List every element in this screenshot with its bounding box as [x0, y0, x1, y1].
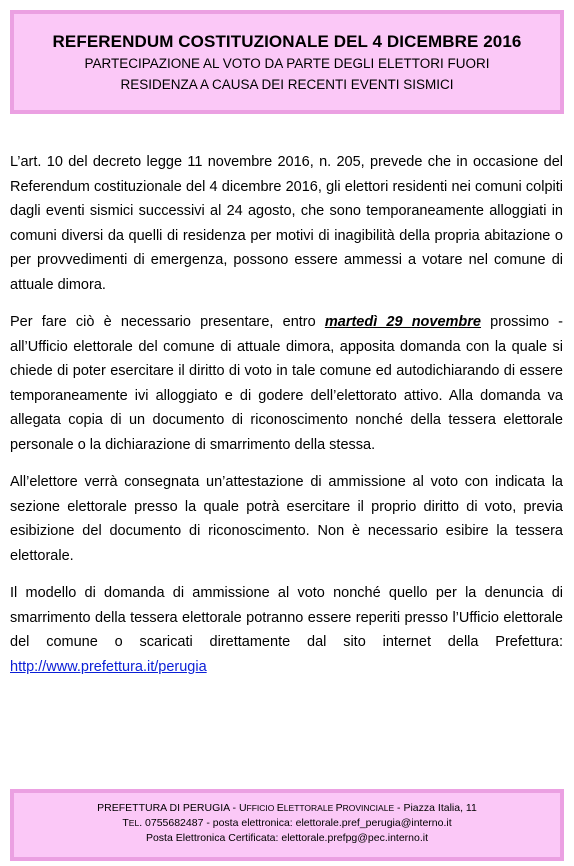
paragraph-2: [10, 310, 563, 457]
footer-office-text: FFICIO: [246, 803, 277, 813]
footer-address: Piazza Italia, 11: [403, 802, 477, 814]
page-title: REFERENDUM COSTITUZIONALE DEL 4 DICEMBRE 2016: [52, 32, 522, 51]
body-text: [10, 150, 563, 692]
footer-pec: Posta Elettronica Certificata: elettorale.prefpg@pec.interno.it: [145, 832, 429, 844]
footer-org: PREFETTURA DI PERUGIA: [97, 802, 230, 814]
footer-contacts: . 0755682487 - posta elettronica: elettorale.pref_perugia@interno.it: [139, 817, 452, 829]
footer-separator: -: [394, 802, 404, 814]
footer-line-1: [14, 801, 560, 816]
paragraph-4-text: Il modello di domanda di ammissione al voto nonché quello per la denuncia di smarrimento della tessera elettorale potranno essere reperiti presso l’Ufficio elettorale del comune o scaricati direttamente dal sito internet della Prefettura:: [10, 585, 563, 650]
paragraph-4: [10, 581, 563, 679]
page-subtitle-line-2: RESIDENZA A CAUSA DEI RECENTI EVENTI SISMICI: [120, 77, 454, 92]
footer-separator: -: [229, 802, 239, 814]
footer-office-initial: E: [276, 802, 284, 814]
paragraph-2-text-end: prossimo - all’Ufficio elettorale del comune di attuale dimora, apposita domanda con la quale si chiede di poter esercitare il diritto di voto in tale comune ed autodichiarando di essere temporaneamente ivi alloggiato e di godere dell’elettorato attivo. Alla domanda va allegata copia di un documento di riconoscimento nonché della tessera elettorale personale o la dichiarazione di smarrimento della stessa.: [10, 314, 564, 453]
footer-office-initial: U: [238, 802, 247, 814]
deadline-date: martedì 29 novembre: [324, 314, 482, 330]
header-box: [10, 10, 564, 114]
footer-tel-text: EL: [128, 818, 140, 828]
footer-office-initial: P: [335, 802, 343, 814]
paragraph-2-text-start: Per fare ciò è necessario presentare, entro: [10, 314, 325, 330]
paragraph-1: L’art. 10 del decreto legge 11 novembre 2016, n. 205, prevede che in occasione del Referendum costituzionale del 4 dicembre 2016, gli elettori residenti nei comuni colpiti dagli eventi sismici successivi al 24 agosto, che sono temporaneamente alloggiati in comuni diversi da quelli di residenza per motivi di inagibilità della propria abitazione o per provvedimenti di emergenza, possono essere ammessi a votare nel comune di attuale dimora.: [10, 154, 563, 293]
footer-office-text: LETTORALE: [283, 803, 336, 813]
page-subtitle-line-1: PARTECIPAZIONE AL VOTO DA PARTE DEGLI ELETTORI FUORI: [84, 56, 490, 71]
footer-tel-initial: T: [122, 817, 129, 829]
footer-content: [14, 793, 560, 846]
prefettura-link[interactable]: http://www.prefettura.it/perugia: [10, 658, 207, 675]
footer-office-text: ROVINCIALE: [342, 803, 395, 813]
paragraph-3: All’elettore verrà consegnata un’attestazione di ammissione al voto con indicata la sezione elettorale presso la quale potrà esercitare il proprio diritto di voto, previa esibizione del documento di riconoscimento. Non è necessario esibire la tessera elettorale.: [10, 474, 563, 564]
footer-line-2: [14, 816, 560, 831]
footer-box: [10, 789, 564, 861]
